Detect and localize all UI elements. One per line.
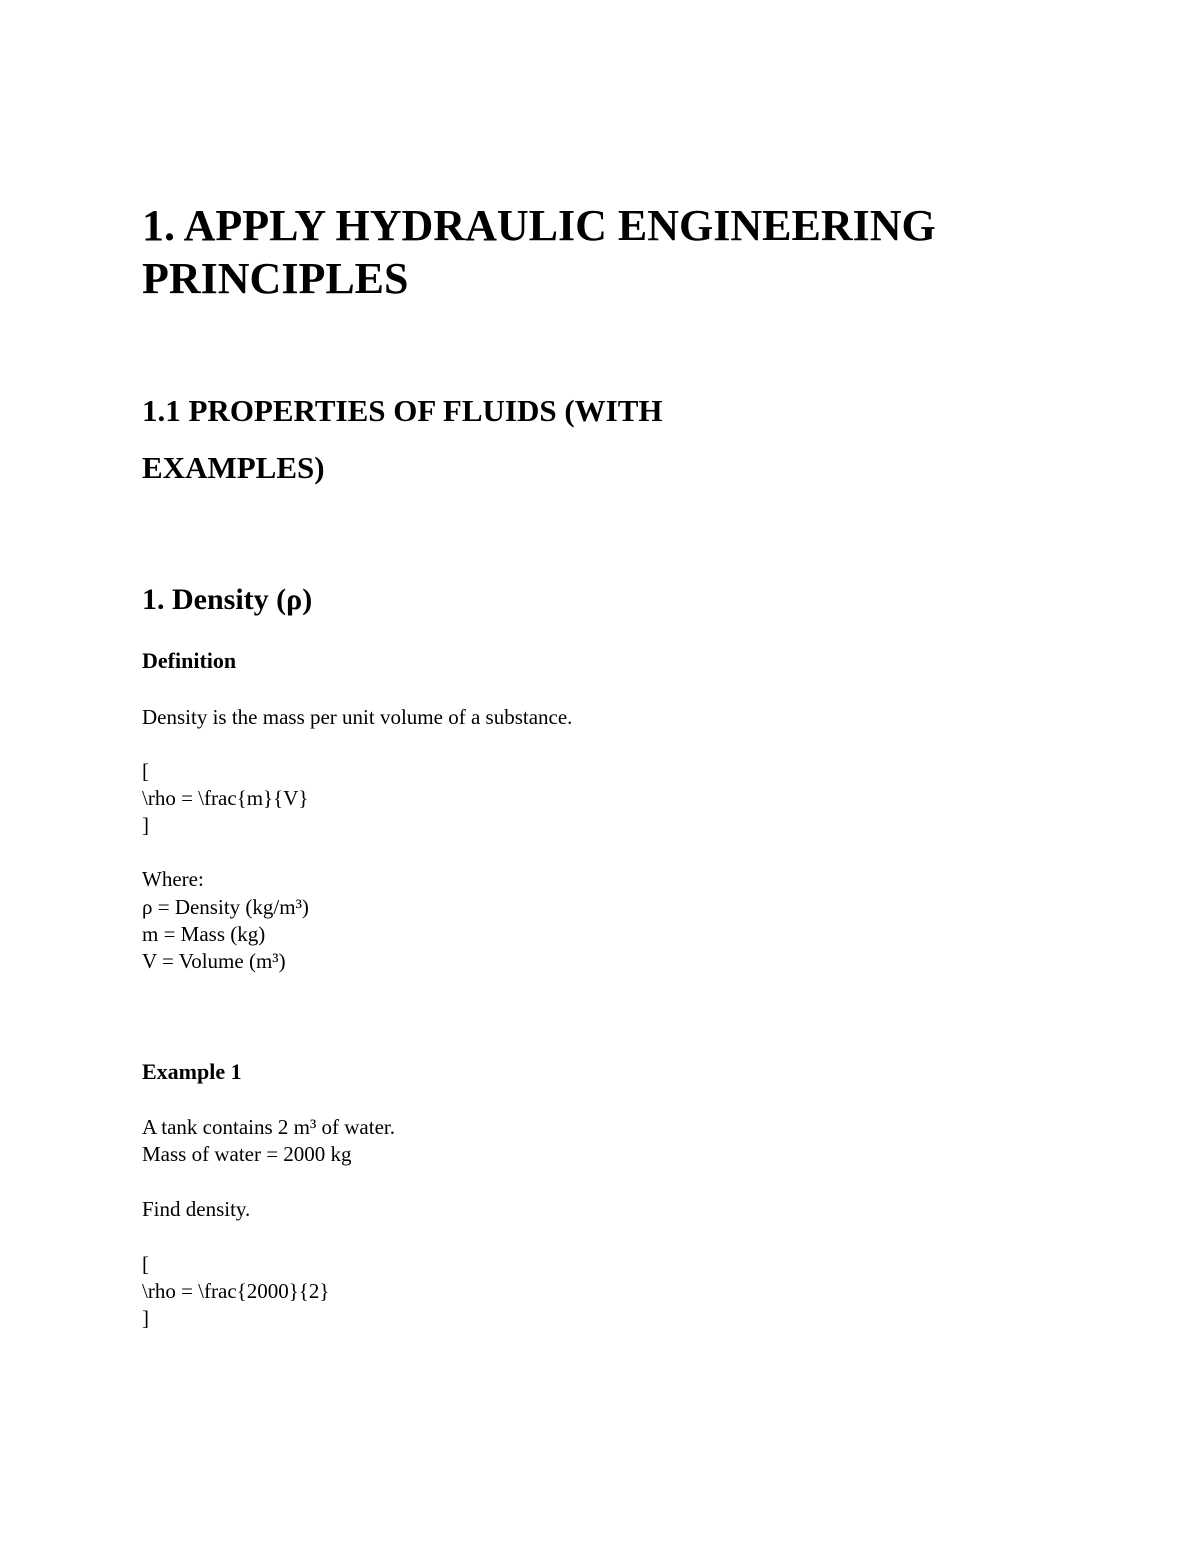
document-title-line-1: 1. APPLY HYDRAULIC ENGINEERING xyxy=(142,201,936,250)
where-line-density: ρ = Density (kg/m³) xyxy=(142,895,309,919)
example-line-1: A tank contains 2 m³ of water. xyxy=(142,1115,395,1139)
where-line-volume: V = Volume (m³) xyxy=(142,949,286,973)
formula-2-open: [ xyxy=(142,1252,149,1276)
subsection-heading: 1. Density (ρ) xyxy=(142,583,313,616)
example-heading: Example 1 xyxy=(142,1059,242,1084)
formula-2-body: \rho = \frac{2000}{2} xyxy=(142,1279,330,1303)
definition-heading: Definition xyxy=(142,648,237,673)
formula-1-body: \rho = \frac{m}{V} xyxy=(142,786,309,810)
formula-2-close: ] xyxy=(142,1306,149,1330)
where-label: Where: xyxy=(142,867,204,891)
formula-1-open: [ xyxy=(142,759,149,783)
section-heading-line-2: EXAMPLES) xyxy=(142,450,325,485)
find-text: Find density. xyxy=(142,1197,251,1221)
document-title-line-2: PRINCIPLES xyxy=(142,254,409,303)
definition-text: Density is the mass per unit volume of a substance. xyxy=(142,705,573,729)
example-line-2: Mass of water = 2000 kg xyxy=(142,1142,352,1166)
formula-1-close: ] xyxy=(142,813,149,837)
where-line-mass: m = Mass (kg) xyxy=(142,922,266,946)
section-heading-line-1: 1.1 PROPERTIES OF FLUIDS (WITH xyxy=(142,393,663,428)
